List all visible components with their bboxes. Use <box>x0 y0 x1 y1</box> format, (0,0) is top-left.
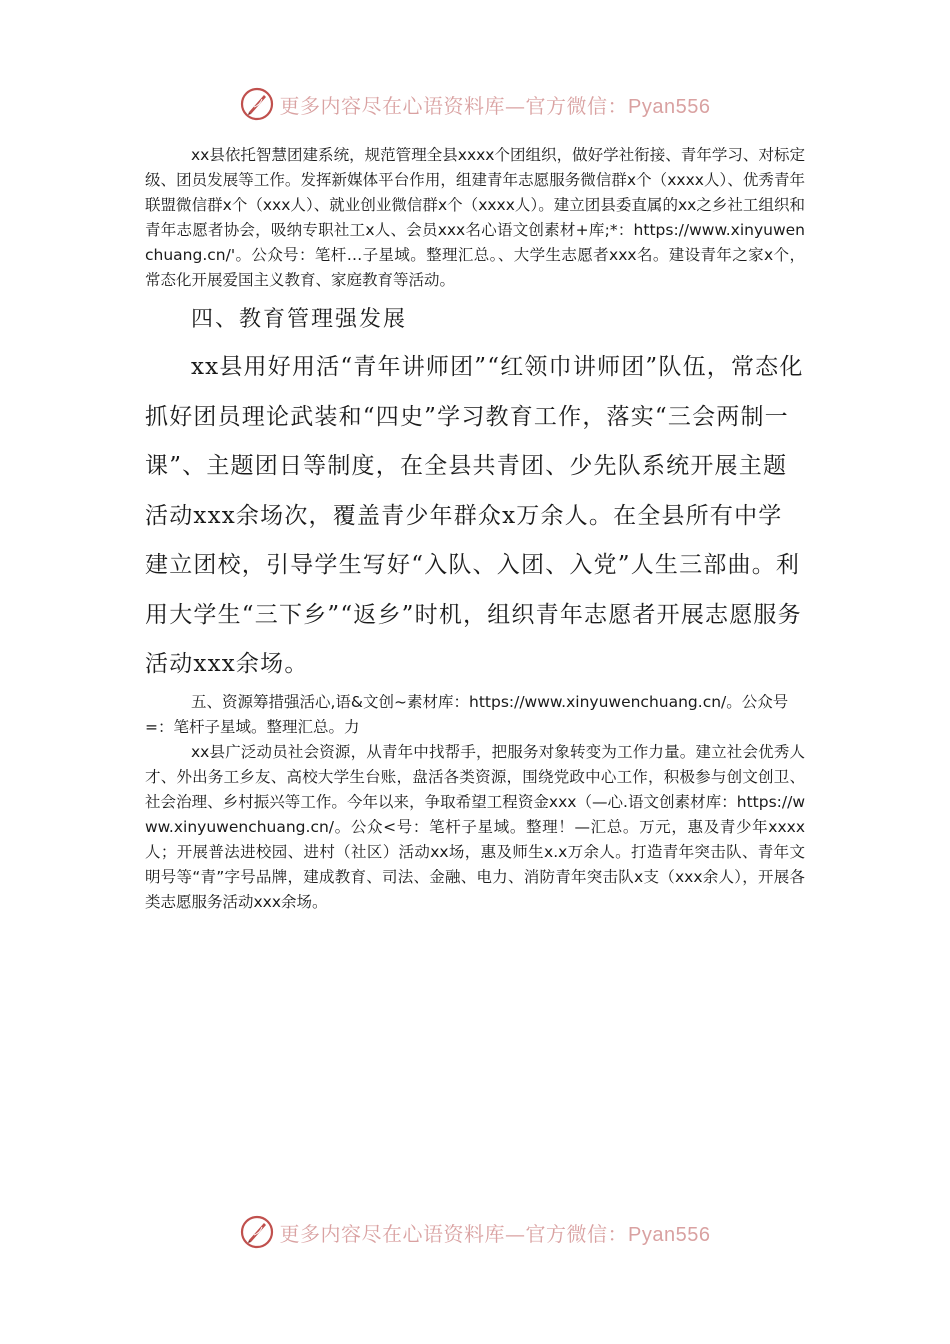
section-heading-4: 四、教育管理强发展 <box>191 307 408 332</box>
watermark-text: 更多内容尽在心语资料库—官方微信： <box>279 93 629 118</box>
watermark-text: 更多内容尽在心语资料库—官方微信： <box>279 1221 629 1246</box>
footer-watermark <box>0 1212 950 1252</box>
paragraph-resources: xx县广泛动员社会资源，从青年中找帮手，把服务对象转变为工作力量。建立社会优秀人才、外出务工乡友、高校大学生台账，盘活各类资源，围绕党政中心工作，积极参与创文创卫、社会治理、乡村振兴等工作。今年以来，争取希望工程资金xxx（—心.语文创素材库：https://www.xinyuwenchuang.cn/。公众<号：笔杆子星域。整理！—汇总。万元，惠及青少年xxxx人；开展普法进校园、进村（社区）活动xx场，惠及师生x.x万余人。打造青年突击队、青年文明号等“青”字号品牌，建成教育、司法、金融、电力、消防青年突击队x支（xxx余人），开展各类志愿服务活动xxx余场。 <box>145 742 805 911</box>
paragraph-education: xx县用好用活“青年讲师团”“红领巾讲师团”队伍，常态化抓好团员理论武装和“四史”学习教育工作，落实“三会两制一课”、主题团日等制度，在全县共青团、少先队系统开展主题活动xxx余场次，覆盖青少年群众x万余人。在全县所有中学建立团校，引导学生写好“入队、入团、入党”人生三部曲。利用大学生“三下乡”“返乡”时机，组织青年志愿者开展志愿服务活动xxx余场。 <box>145 354 804 677</box>
quill-logo-icon <box>240 87 274 121</box>
watermark-wechat-id: Pyan556 <box>628 95 711 118</box>
quill-logo-icon <box>240 1215 274 1249</box>
section-heading-5: 五、资源筹措强活心,语&文创~素材库：https://www.xinyuwenchuang.cn/。公众号=：笔杆子星域。整理汇总。力 <box>145 692 789 736</box>
paragraph-organization: xx县依托智慧团建系统，规范管理全县xxxx个团组织，做好学社衔接、青年学习、对标定级、团员发展等工作。发挥新媒体平台作用，组建青年志愿服务微信群x个（xxxx人）、优秀青年联盟微信群x个（xxx人）、就业创业微信群x个（xxxx人）。建立团县委直属的xx之乡社工组织和青年志愿者协会，吸纳专职社工x人、会员xxx名心语文创素材+库;*：https://www.xinyuwenchuang.cn/'。公众号：笔杆…子星域。整理汇总。、大学生志愿者xxx名。建设青年之家x个，常态化开展爱国主义教育、家庭教育等活动。 <box>145 146 805 289</box>
header-watermark <box>0 84 950 124</box>
document-body <box>145 143 805 915</box>
watermark-wechat-id: Pyan556 <box>628 1223 711 1246</box>
